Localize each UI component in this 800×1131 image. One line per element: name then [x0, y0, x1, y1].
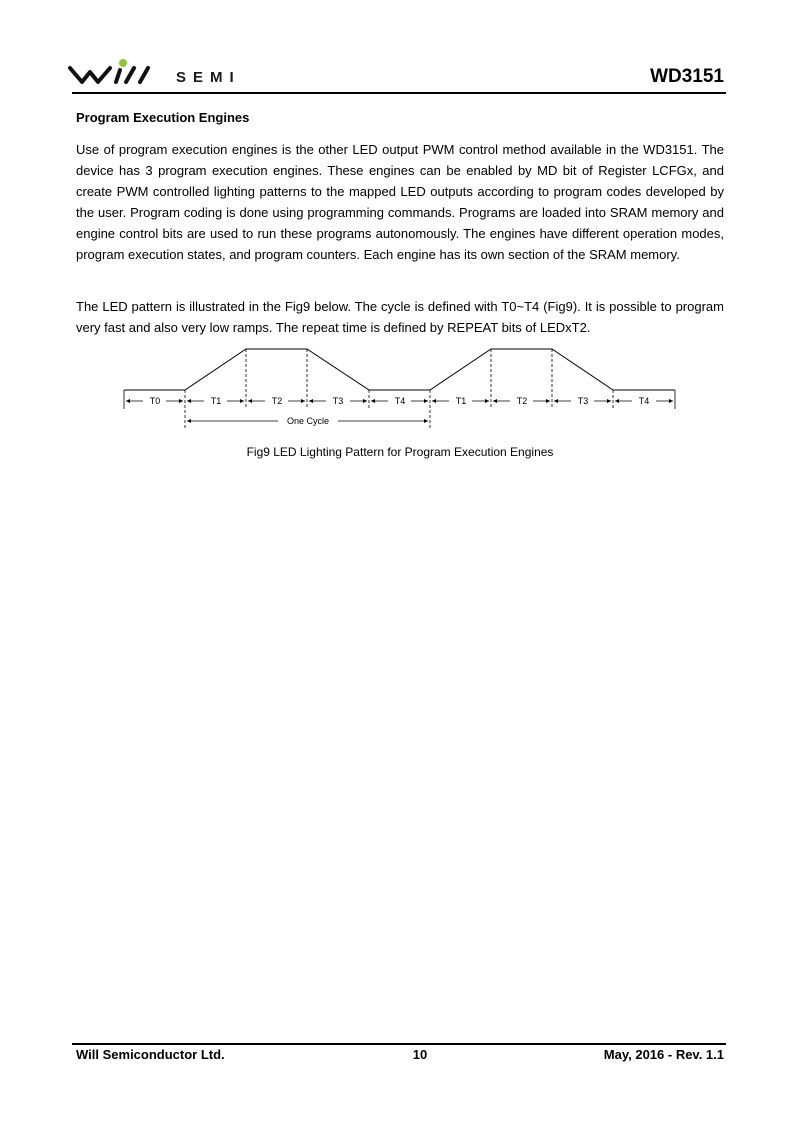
interval-label-t2: T2 — [271, 396, 283, 406]
interval-label-t4: T4 — [394, 396, 406, 406]
paragraph-engines: Use of program execution engines is the other LED output PWM control method available in the WD3151. The device has 3 program execution engines. These engines can be enabled by MD bit of Register LCFGx, and create PWM controlled lighting patterns to the mapped LED outputs according to program codes developed by the user. Program coding is done using programming commands. Programs are loaded into SRAM memory and engine control bits are used to run these programs autonomously. The engines have different operation modes, program execution states, and program counters. Each engine has its own section of the SRAM memory. — [76, 142, 724, 262]
led-pattern-diagram — [115, 340, 685, 432]
footer-company: Will Semiconductor Ltd. — [76, 1047, 225, 1062]
part-number: WD3151 — [650, 66, 724, 87]
interval-label-t1: T1 — [210, 396, 222, 406]
interval-label-t2-second: T2 — [516, 396, 528, 406]
interval-label-t4-second: T4 — [638, 396, 650, 406]
interval-label-t1-second: T1 — [455, 396, 467, 406]
section-title: Program Execution Engines — [76, 110, 250, 125]
footer-divider — [72, 1043, 726, 1045]
figure-caption: Fig9 LED Lighting Pattern for Program Execution Engines — [246, 445, 554, 459]
interval-label-t0: T0 — [149, 396, 161, 406]
logo-text: SEMI — [176, 69, 241, 86]
interval-label-t3-second: T3 — [577, 396, 589, 406]
paragraph-pattern: The LED pattern is illustrated in the Fig9 below. The cycle is defined with T0~T4 (Fig9). It is possible to program very fast and also very low ramps. The repeat time is defined by REPEAT bits of LEDxT2. — [76, 299, 724, 335]
waveform-line — [124, 349, 675, 390]
company-logo — [68, 58, 258, 88]
interval-label-t3: T3 — [332, 396, 344, 406]
cycle-label: One Cycle — [286, 416, 330, 426]
footer-page-number: 10 — [412, 1047, 428, 1062]
footer-date-revision: May, 2016 - Rev. 1.1 — [603, 1047, 724, 1062]
will-logo-icon — [68, 58, 173, 88]
header-divider — [72, 92, 726, 94]
